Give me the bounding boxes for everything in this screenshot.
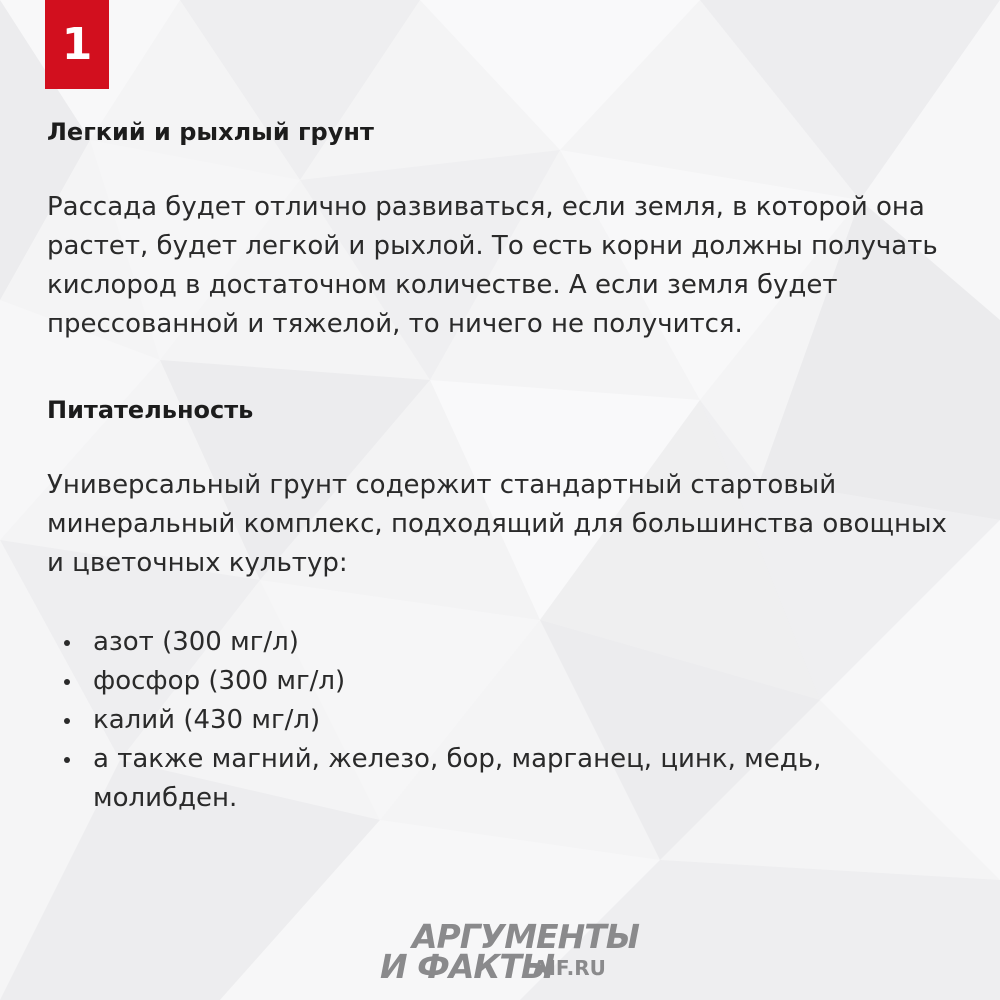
list-item [47, 740, 947, 818]
bullet-dot-icon [64, 640, 70, 646]
list-item-text: азот (300 мг/л) [93, 627, 299, 657]
logo-line-1: АРГУМЕНТЫ [412, 917, 639, 956]
list-item [47, 662, 947, 701]
list-item-text: а также магний, железо, бор, марганец, цинк, медь, молибден. [93, 744, 822, 813]
section-paragraph-soil: Рассада будет отлично развиваться, если земля, в которой она растет, будет легкой и рыхлой. То есть корни должны получать кислород в достаточном количестве. А если земля будет прессованной и тяжелой, то ничего не получится. [47, 192, 938, 339]
list-item [47, 701, 947, 740]
section-heading-soil: Легкий и рыхлый грунт [47, 118, 374, 146]
list-item-text: фосфор (300 мг/л) [93, 666, 346, 696]
aif-logo [380, 917, 640, 986]
section-heading-nutrition: Питательность [47, 396, 254, 424]
section-paragraph-nutrition: Универсальный грунт содержит стандартный стартовый минеральный комплекс, подходящий для большинства овощных и цветочных культур: [47, 470, 947, 578]
article-content [47, 112, 947, 818]
list-item [47, 623, 947, 662]
list-item-text: калий (430 мг/л) [93, 705, 321, 735]
logo-site: AIF.RU [533, 956, 606, 980]
nutrient-list [47, 623, 947, 818]
bullet-dot-icon [64, 757, 70, 763]
page-number-badge: 1 [45, 0, 109, 89]
bullet-dot-icon [64, 718, 70, 724]
logo-line-2: И ФАКТЫ [380, 947, 555, 986]
bullet-dot-icon [64, 679, 70, 685]
